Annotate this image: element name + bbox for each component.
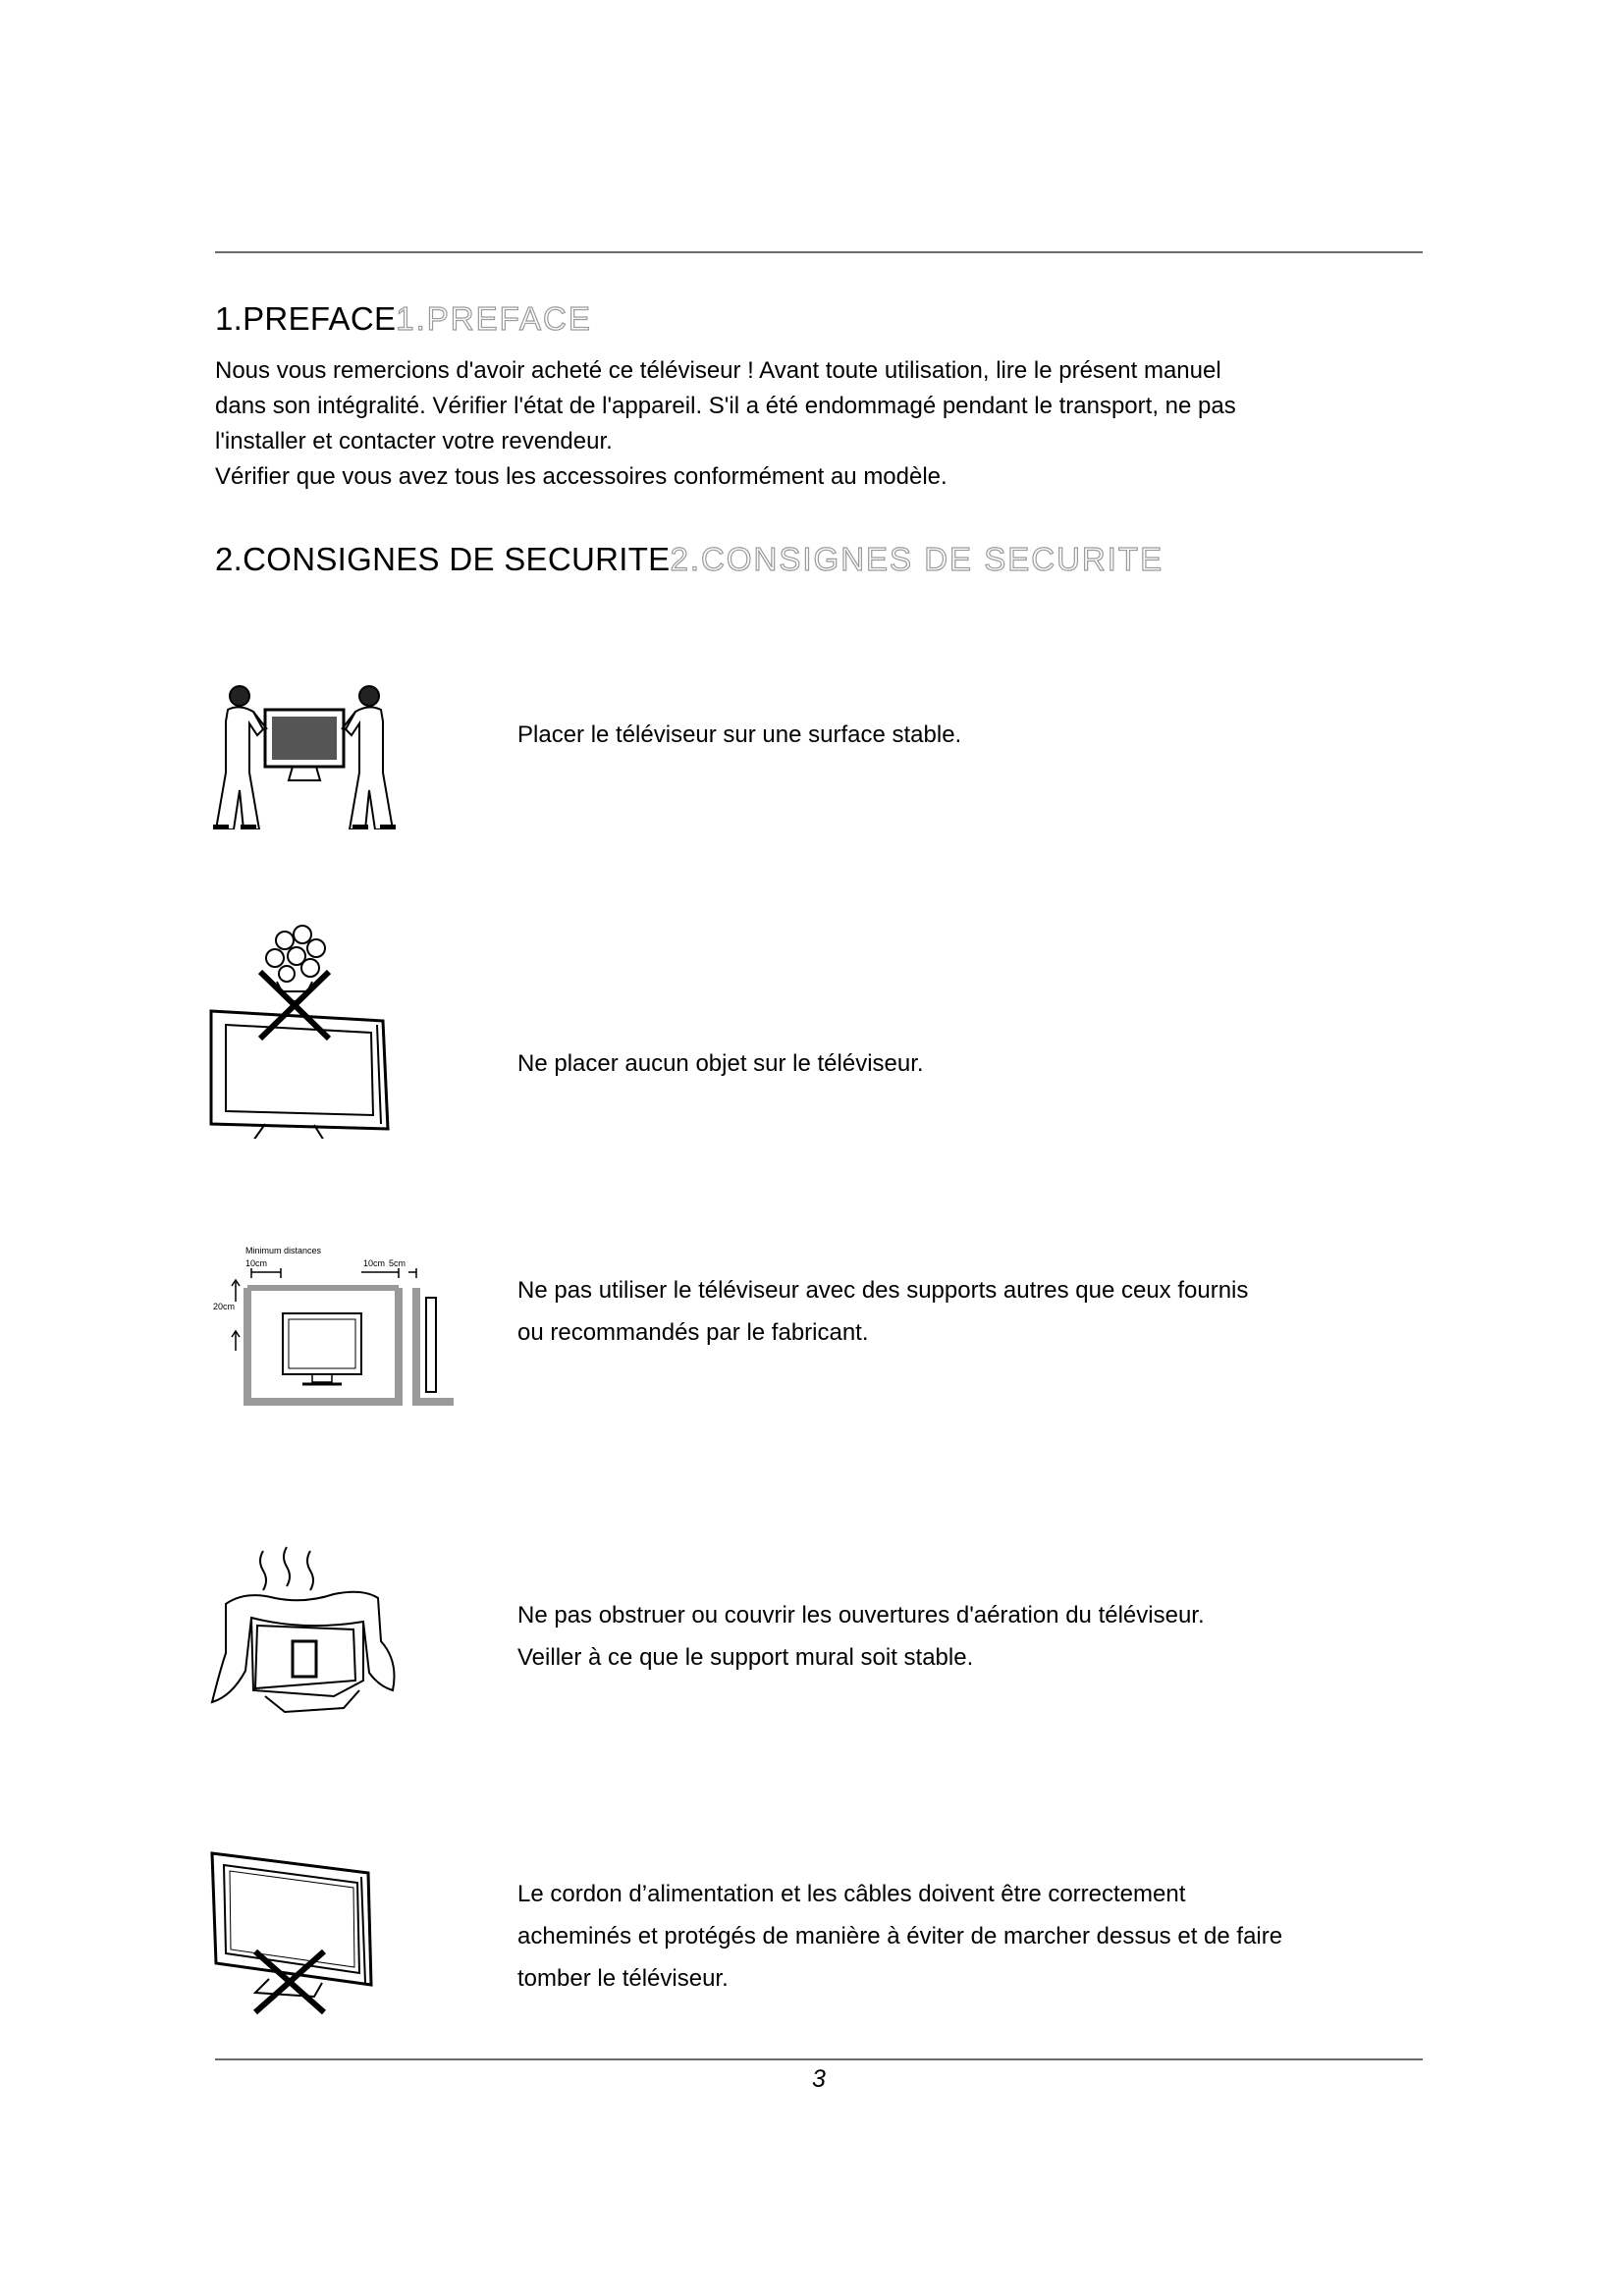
preface-body: [215, 353, 1393, 495]
safety-heading: [215, 541, 1164, 578]
safety-item-text: [517, 1269, 1401, 1354]
safety-line: ou recommandés par le fabricant.: [517, 1319, 869, 1346]
page-number: 3: [812, 2065, 826, 2093]
safety-title: 2.CONSIGNES DE SECURITE: [215, 541, 671, 577]
footer-rule: [215, 2058, 1423, 2060]
covered-tv-vents-icon: [206, 1543, 403, 1715]
safety-line: acheminés et protégés de manière à éviter de marcher dessus et de faire: [517, 1923, 1283, 1949]
no-objects-on-tv-icon: [206, 923, 393, 1139]
preface-line: dans son intégralité. Vérifier l'état de l'appareil. S'il a été endommagé pendant le transport, ne pas: [215, 393, 1236, 419]
preface-title: 1.PREFACE: [215, 300, 397, 337]
falling-tv-icon: [206, 1845, 383, 2017]
preface-line: Vérifier que vous avez tous les accessoires conformément au modèle.: [215, 463, 947, 490]
safety-line: Veiller à ce que le support mural soit stable.: [517, 1644, 974, 1671]
safety-title-ghost: 2.CONSIGNES DE SECURITE: [670, 541, 1164, 577]
safety-line: Ne placer aucun objet sur le téléviseur.: [517, 1050, 924, 1077]
diagram-left-label: 10cm: [245, 1258, 268, 1268]
safety-line: Ne pas obstruer ou couvrir les ouvertures d'aération du téléviseur.: [517, 1602, 1205, 1629]
diagram-top-label: 20cm: [213, 1302, 236, 1311]
header-rule: [215, 251, 1423, 253]
diagram-right-label: 10cm: [363, 1258, 386, 1268]
diagram-title: Minimum distances: [245, 1246, 322, 1255]
preface-line: l'installer et contacter votre revendeur.: [215, 428, 613, 454]
two-people-carrying-tv-icon: [206, 682, 403, 829]
safety-item-text: [517, 1873, 1401, 2000]
preface-heading: [215, 300, 592, 338]
safety-line: tomber le téléviseur.: [517, 1965, 729, 1992]
safety-line: Placer le téléviseur sur une surface stable.: [517, 721, 962, 748]
preface-line: Nous vous remercions d'avoir acheté ce téléviseur ! Avant toute utilisation, lire le présent manuel: [215, 357, 1221, 384]
safety-line: Le cordon d’alimentation et les câbles doivent être correctement: [517, 1881, 1186, 1907]
minimum-distances-diagram-icon: [206, 1245, 466, 1412]
safety-item-text: [517, 1042, 1401, 1085]
safety-item-text: [517, 714, 1401, 756]
diagram-side-label: 5cm: [389, 1258, 406, 1268]
preface-title-ghost: 1.PREFACE: [396, 300, 592, 337]
safety-item-text: [517, 1594, 1401, 1679]
safety-line: Ne pas utiliser le téléviseur avec des supports autres que ceux fournis: [517, 1277, 1249, 1304]
